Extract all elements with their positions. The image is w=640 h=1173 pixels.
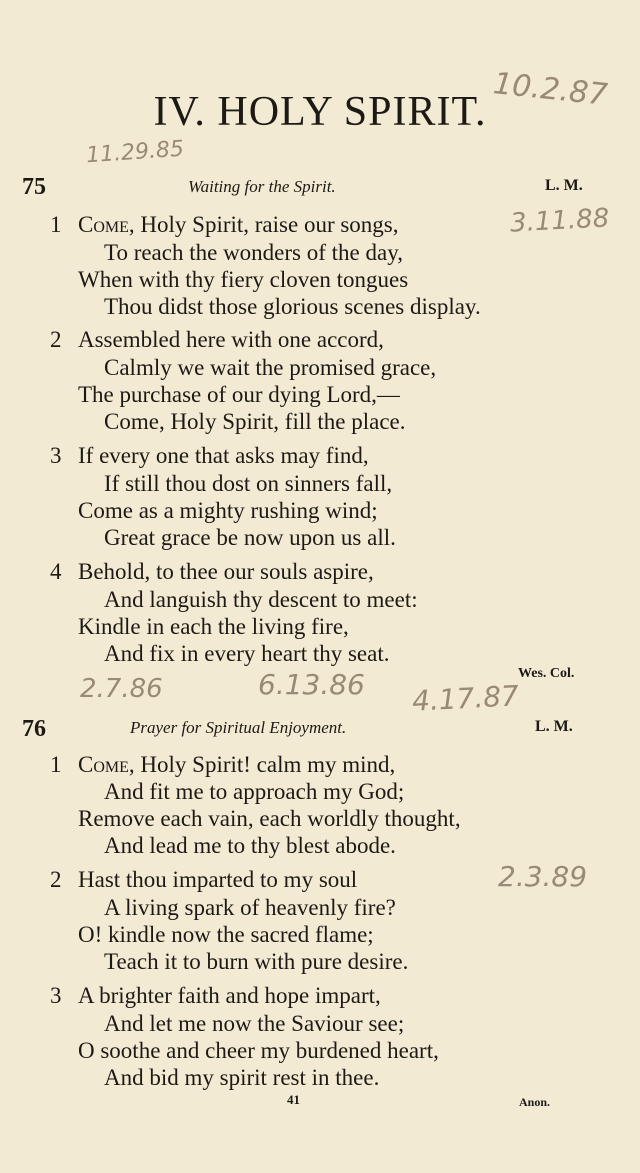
hymn-title: Waiting for the Spirit. [188, 177, 336, 196]
handwritten-date: 2.7.86 [80, 674, 163, 704]
verse-line: And languish thy descent to meet: [104, 587, 418, 612]
verse-line: Hast thou imparted to my soul [78, 867, 358, 892]
verse-line: Behold, to thee our souls aspire, [78, 559, 374, 584]
handwritten-date: 11.29.85 [85, 136, 185, 169]
verse-line: And let me now the Saviour see; [104, 1011, 405, 1036]
verse-line: Come, Holy Spirit, fill the place. [104, 409, 406, 434]
hymn-meter: L. M. [535, 718, 573, 735]
verse-line: To reach the wonders of the day, [104, 240, 403, 265]
verse-line: A living spark of heavenly fire? [104, 895, 396, 920]
verse-line: Teach it to burn with pure desire. [104, 949, 409, 974]
verse-line: And bid my spirit rest in thee. [104, 1065, 380, 1090]
verse-line: If still thou dost on sinners fall, [104, 471, 393, 496]
hymn-meter: L. M. [545, 177, 583, 194]
verse-line: Assembled here with one accord, [78, 327, 384, 352]
verse-line: If every one that asks may find, [78, 443, 369, 468]
verse-line: O soothe and cheer my burdened heart, [78, 1038, 439, 1063]
verse-line: Come, Holy Spirit, raise our songs, [78, 212, 399, 237]
verse-line: The purchase of our dying Lord,— [78, 382, 400, 407]
verse-line: Come, Holy Spirit! calm my mind, [78, 752, 396, 777]
hymn-number: 75 [22, 174, 46, 200]
section-title: IV. HOLY SPIRIT. [153, 89, 487, 135]
verse-line: Thou didst those glorious scenes display. [104, 294, 481, 319]
verse-number: 1 [50, 752, 62, 777]
handwritten-date: 4.17.87 [411, 679, 520, 718]
verse-line: Great grace be now upon us all. [104, 525, 396, 550]
handwritten-date: 10.2.87 [491, 66, 610, 113]
handwritten-date: 6.13.86 [258, 668, 365, 701]
verse-line: When with thy fiery cloven tongues [78, 267, 409, 292]
verse-number: 1 [50, 212, 62, 237]
handwritten-date: 3.11.88 [509, 203, 610, 239]
verse-number: 3 [50, 983, 62, 1008]
hymn-attribution: Wes. Col. [518, 666, 575, 681]
page-number: 41 [287, 1092, 300, 1107]
verse-number: 2 [50, 327, 62, 352]
verse-line: And fix in every heart thy seat. [104, 641, 390, 666]
verse-line: Come as a mighty rushing wind; [78, 498, 378, 523]
verse-line: Kindle in each the living fire, [78, 614, 349, 639]
verse-line: And fit me to approach my God; [104, 779, 405, 804]
verse-line: O! kindle now the sacred flame; [78, 922, 374, 947]
verse-number: 4 [50, 559, 62, 584]
handwritten-date: 2.3.89 [498, 860, 588, 893]
verse-line: Remove each vain, each worldly thought, [78, 806, 461, 831]
hymn-attribution: Anon. [519, 1095, 551, 1109]
verse-line: Calmly we wait the promised grace, [104, 355, 437, 380]
verse-number: 3 [50, 443, 62, 468]
verse-line: A brighter faith and hope impart, [78, 983, 381, 1008]
verse-line: And lead me to thy blest abode. [104, 833, 396, 858]
verse-number: 2 [50, 867, 62, 892]
hymn-number: 76 [22, 716, 46, 742]
hymn-title: Prayer for Spiritual Enjoyment. [130, 718, 347, 737]
